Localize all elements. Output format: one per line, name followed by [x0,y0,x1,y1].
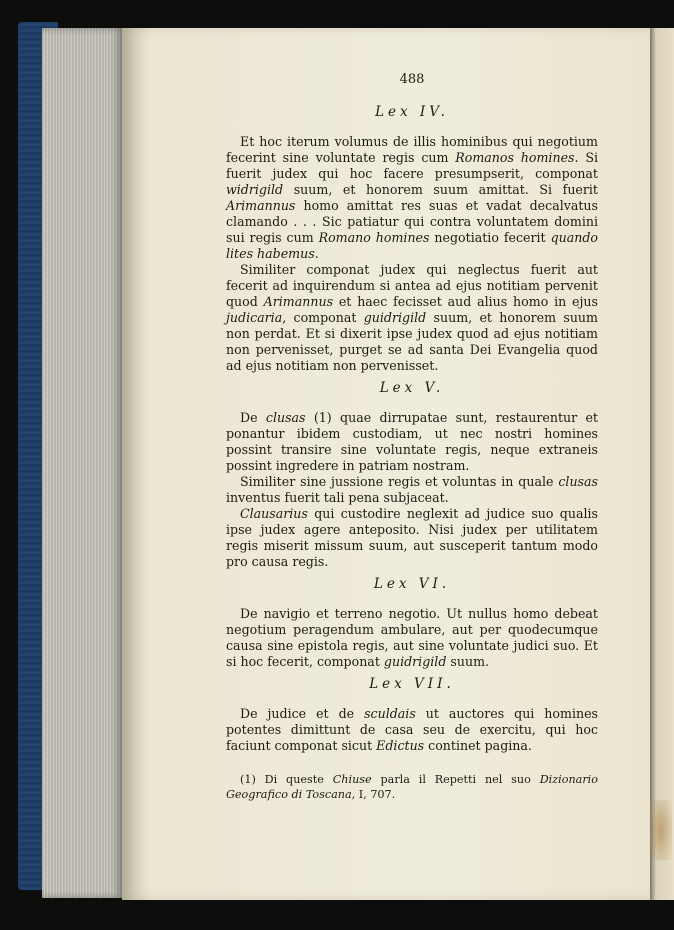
paper-stain [650,800,672,860]
lex-4-heading: Lex IV. [375,104,449,120]
lex-5-paragraph-1: De clusas (1) quae dirrupatae sunt, restaurentur et ponantur ibidem custodiam, ut nec nostri homines possint transire sine voluntate regis, neque extraneis possint ingredere in patriam nostram. [226,410,598,473]
page-edges [42,28,124,898]
facing-page-edge [650,28,674,900]
lex-4-paragraph-1: Et hoc iterum volumus de illis hominibus qui negotium fecerint sine voluntate regis cum Romanos homines. Si fuerit judex qui hoc facere presumpserit, componat widrigild suum, et honorem suum amittat. Si fuerit Arimannus homo amittat res suas et vadat decalvatus clamando . . . Sic patiatur qui contra voluntatem domini sui regis cum Romano homines negotiatio fecerit quando lites habemus. [226,134,598,261]
lex-5-paragraph-2: Similiter sine jussione regis et voluntas in quale clusas inventus fuerit tali pena subjaceat. [226,474,598,505]
lex-6-heading: Lex VI. [373,576,451,592]
footnote: (1) Di queste Chiuse parla il Repetti nel suo Dizionario Geografico di Toscana, I, 707. [226,773,598,801]
page-text [226,72,598,802]
lex-5-heading: Lex V. [379,380,445,396]
lex-7-heading: Lex VII. [369,676,455,692]
lex-4-paragraph-2: Similiter componat judex qui neglectus fuerit aut fecerit ad inquirendum si antea ad ejus notitiam pervenit quod Arimannus et haec fecisset aud alius homo in ejus judicaria, componat guidrigild suum, et honorem suum non perdat. Et si dixerit ipse judex quod ad ejus notitiam non pervenisset, purget se ad santa Dei Evangelia quod ad ejus notitiam non pervenisset. [226,262,598,373]
book-page [122,28,650,900]
lex-5-paragraph-3: Clausarius qui custodire neglexit ad judice suo qualis ipse judex agere anteposito. Nisi judex per utilitatem regis miserit missum suum, aut susceperit tantum modo pro causa regis. [226,506,598,569]
lex-6-paragraph-1: De navigio et terreno negotio. Ut nullus homo debeat negotium peragendum ambulare, aut per quodecumque causa sine epistola regis, aut sine voluntate judici suo. Et si hoc fecerit, componat guidrigild suum. [226,606,598,669]
lex-7-paragraph-1: De judice et de sculdais ut auctores qui homines potentes dimittunt de casa seu de exercitu, qui hoc faciunt componat sicut Edictus continet pagina. [226,706,598,753]
page-number: 488 [399,72,425,87]
